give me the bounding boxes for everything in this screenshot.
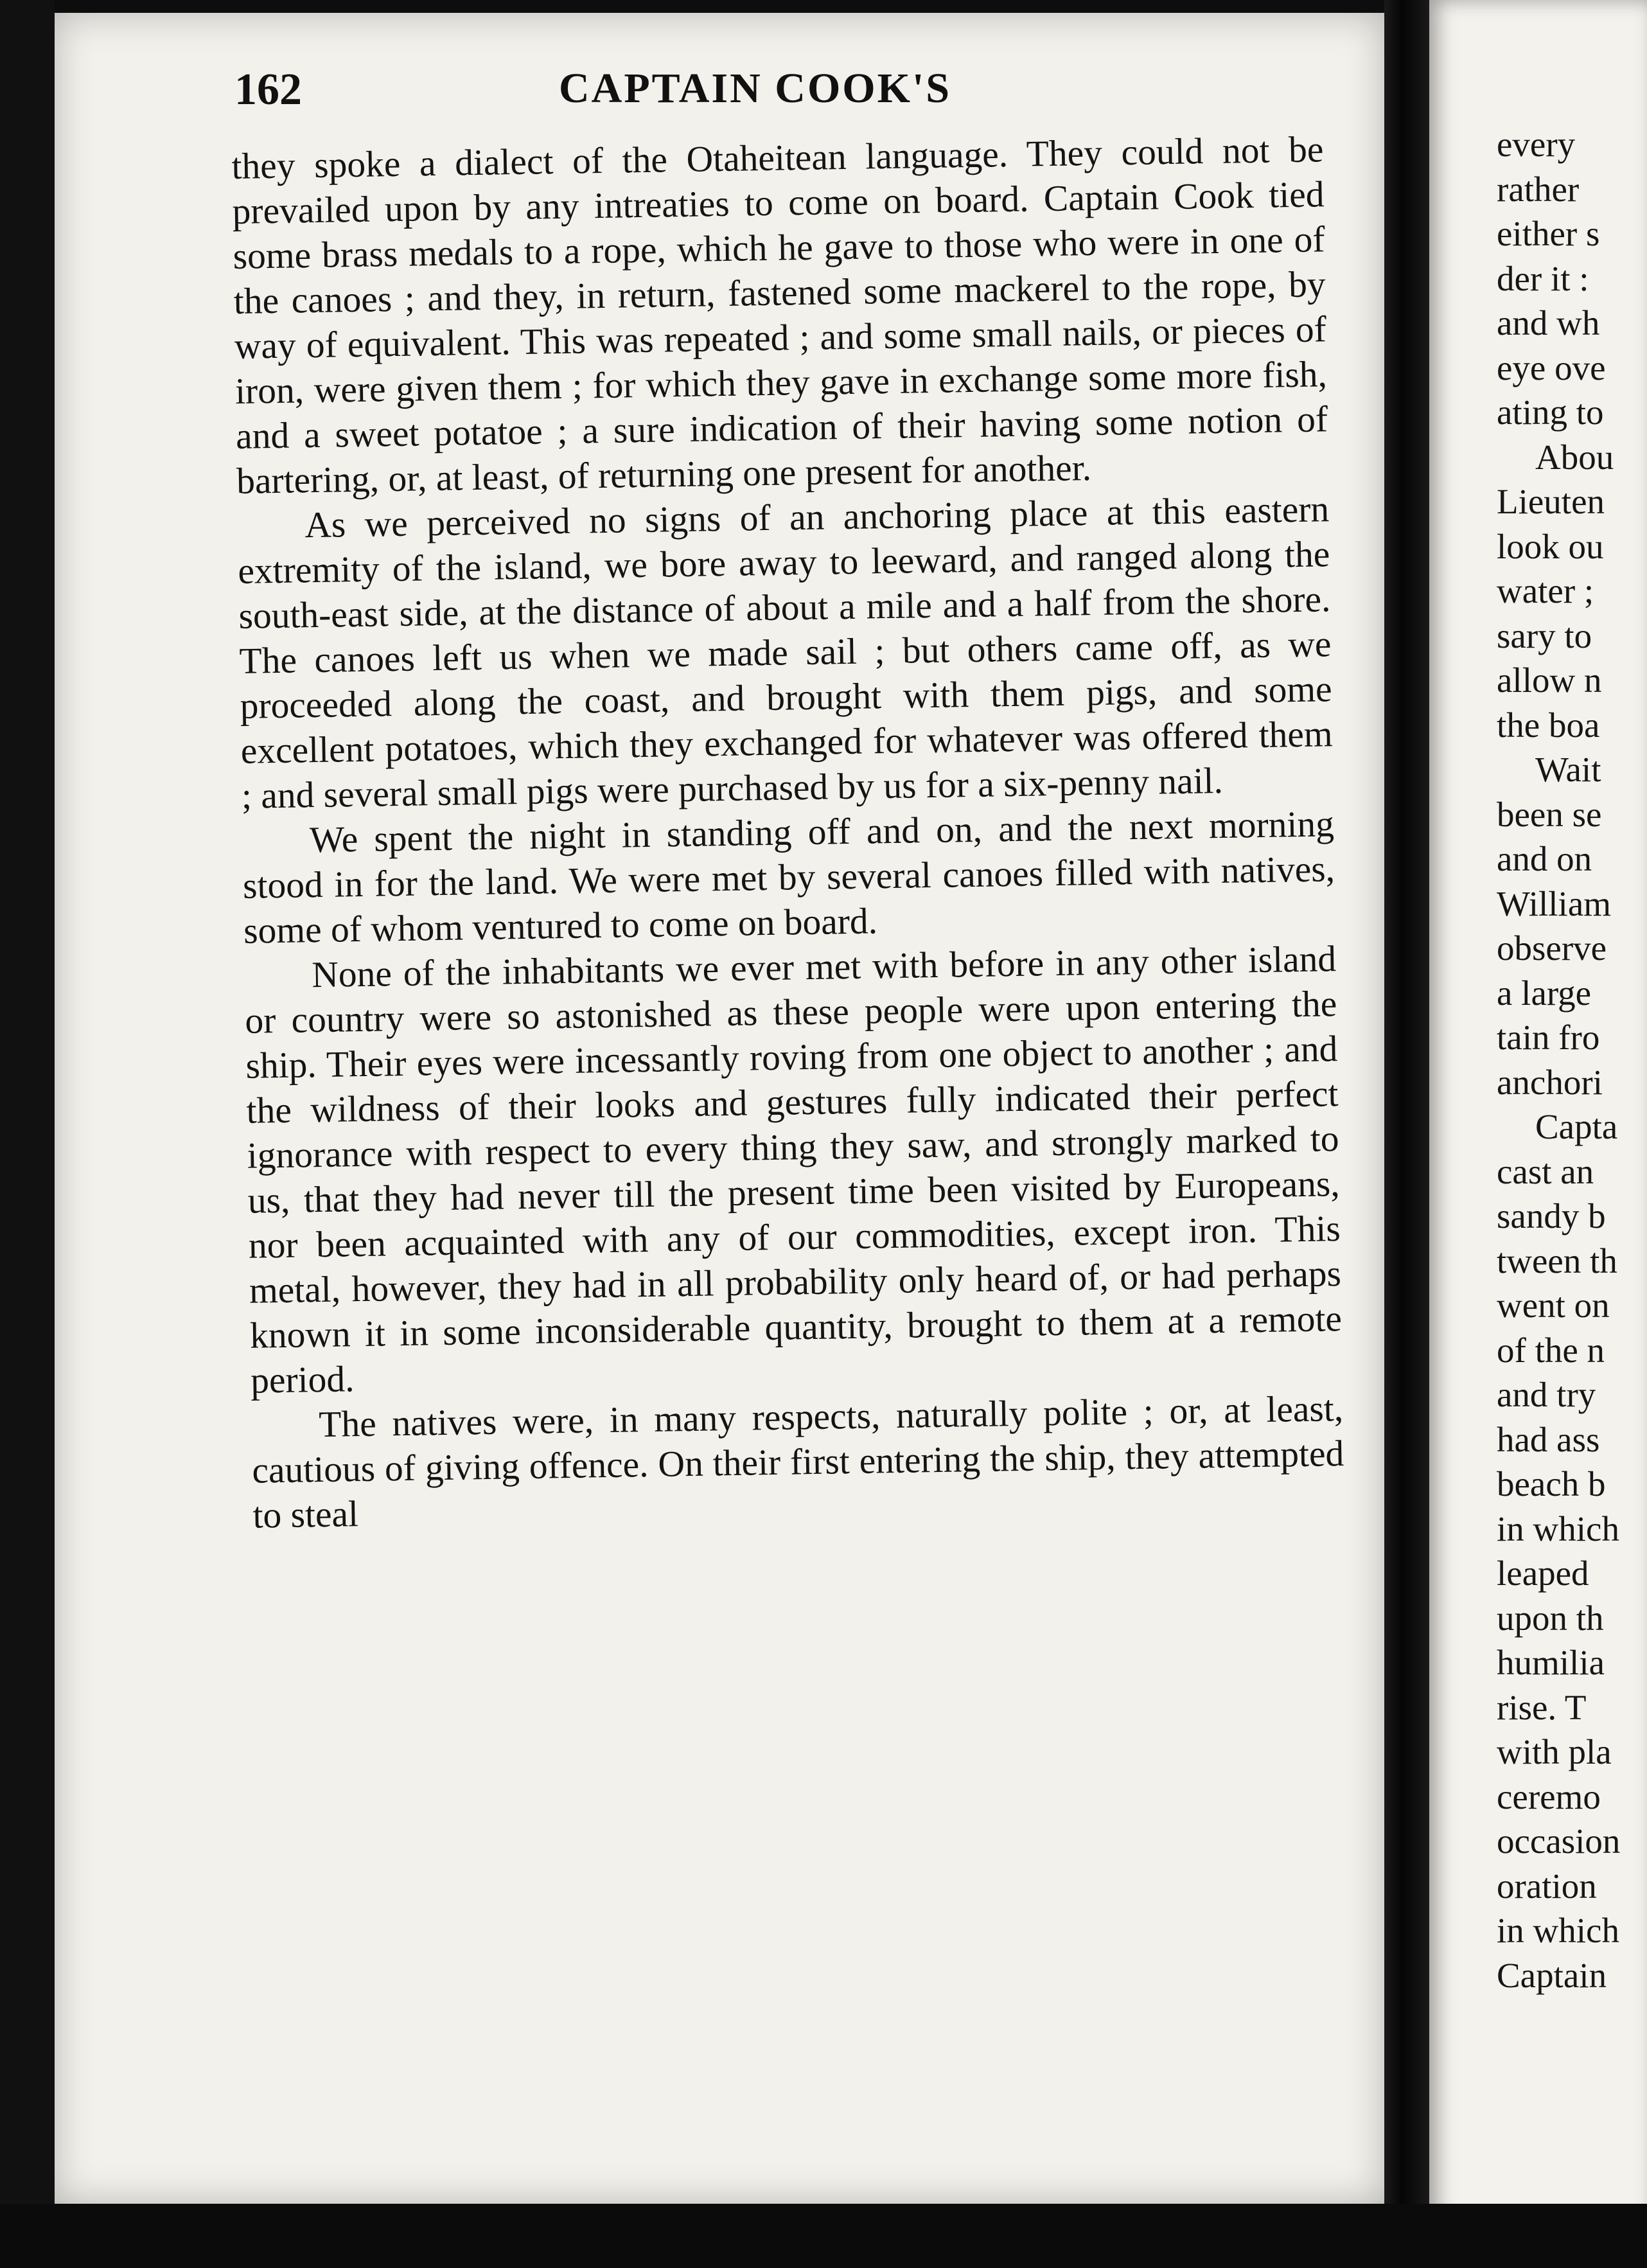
right-page-line: Captain: [1497, 1955, 1607, 1995]
right-page-line: sandy b: [1497, 1196, 1606, 1236]
body-text: [231, 127, 1345, 1538]
right-page-line: leaped: [1497, 1554, 1589, 1593]
right-page-line: went on: [1497, 1286, 1610, 1325]
right-page-line: the boa: [1497, 705, 1600, 745]
right-page-line: in which: [1497, 1509, 1619, 1548]
right-page-line: eye ove: [1497, 348, 1606, 387]
right-page-line: had ass: [1497, 1419, 1600, 1459]
right-page-line: of the n: [1497, 1330, 1605, 1370]
scan-border-left: [0, 0, 55, 2268]
right-page-line: Lieuten: [1497, 482, 1605, 521]
paragraph: We spent the night in standing off and on, and the next morning stood in for the land. We were met by several canoes filled with natives, some of whom ventured to come on board.: [242, 804, 1335, 952]
page-header: [234, 64, 1326, 125]
right-page-line: anchori: [1497, 1062, 1603, 1102]
right-page-line: been se: [1497, 794, 1602, 834]
right-page-line: humilia: [1497, 1643, 1605, 1682]
right-page-line: allow n: [1497, 660, 1602, 700]
right-page-line: with pla: [1497, 1732, 1612, 1771]
right-page-line: occasion: [1497, 1821, 1621, 1861]
right-page-line: beach b: [1497, 1464, 1606, 1503]
paragraph: As we perceived no signs of an anchoring place at this eastern extremity of the island, we bore away to leeward, and ranged along the south-east side, at the distance of about a mile and a half from the shore. The canoes left us when we made sail ; but others came off, as we proceeded along the coast, and brought with them pigs, and some excellent potatoes, which they exchanged for whatever was offered them ; and several small pigs were purchased by us for a six-penny nail.: [237, 489, 1334, 817]
right-page-line: sary to: [1497, 616, 1592, 655]
right-page-line: oration: [1497, 1866, 1597, 1906]
right-page-line: upon th: [1497, 1598, 1604, 1638]
book-gutter: [1384, 0, 1429, 2268]
right-page-line: and on: [1497, 839, 1592, 878]
paragraph: The natives were, in many respects, naturally polite ; or, at least, cautious of giving offence. On their first entering the ship, they attempted to steal: [251, 1388, 1344, 1536]
right-page-line: water ;: [1497, 571, 1594, 610]
right-page-line: William: [1497, 883, 1612, 923]
right-page-line: der it :: [1497, 258, 1589, 298]
right-page-line: ceremo: [1497, 1776, 1601, 1816]
right-page-line: a large: [1497, 973, 1592, 1013]
right-page-line: tween th: [1497, 1241, 1617, 1280]
page-number: 162: [234, 65, 302, 114]
paragraph: they spoke a dialect of the Otaheitean language. They could not be prevailed upon by any intreaties to come on board. Captain Cook tied some brass medals to a rope, which he gave to those who were in one of the canoes ; and they, in return, fastened some mackerel to the rope, by way of equivalent. This was repeated ; and some small nails, or pieces of iron, were given them ; for which they gave in exchange some more fish, and a sweet potatoe ; a sure indication of their having some notion of bartering, or, at least, of returning one present for another.: [231, 129, 1328, 502]
paragraph: None of the inhabitants we ever met with before in any other island or country were so astonished as these people were upon entering the ship. Their eyes were incessantly roving from one object to another ; and the wildness of their looks and gestures fully indicated their perfect ignorance with respect to every thing they saw, and strongly marked to us, that they had never till the present time been visited by Europeans, nor been acquainted with any of our commodities, except iron. This metal, however, they had in all probability only heard of, or had perhaps known it in some inconsiderable quantity, brought to them at a remote period.: [244, 939, 1343, 1401]
right-page-line: tain fro: [1497, 1018, 1600, 1057]
right-page-line: ating to: [1497, 393, 1604, 432]
running-head: CAPTAIN COOK'S: [559, 65, 951, 112]
scan-border-bottom: [0, 2204, 1647, 2268]
right-page-text-fragments: [1497, 122, 1647, 1998]
right-page-line: and wh: [1497, 303, 1600, 342]
right-page-line: look ou: [1497, 526, 1604, 566]
right-page-line: in which: [1497, 1911, 1619, 1950]
right-page-line: and try: [1497, 1375, 1596, 1414]
right-page-line: Capta: [1535, 1107, 1618, 1146]
right-page-line: Abou: [1535, 437, 1614, 477]
right-page-line: observe: [1497, 928, 1607, 968]
right-page-line: either s: [1497, 214, 1600, 253]
right-page-line: rise. T: [1497, 1687, 1587, 1727]
right-page-line: every: [1497, 125, 1576, 164]
right-page-line: cast an: [1497, 1151, 1594, 1191]
right-page-line: rather: [1497, 169, 1580, 209]
right-page-line: Wait: [1535, 750, 1601, 789]
